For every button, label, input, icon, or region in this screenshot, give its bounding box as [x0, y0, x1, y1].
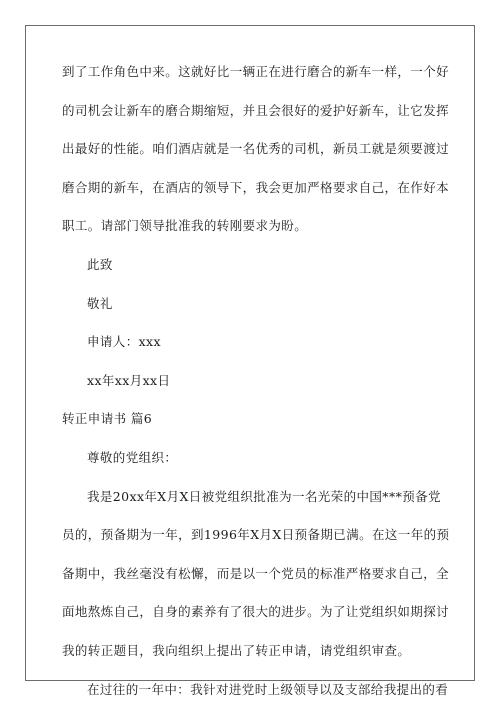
- paragraph: [62, 59, 454, 252]
- applicant-signature: 申请人：xxx: [87, 334, 161, 350]
- text-line: 到了工作角色中来。这就好比一辆正在进行磨合的新车一样，一个好: [62, 64, 450, 79]
- text-line: 的司机会让新车的磨合期缩短，并且会很好的爱护好新车，让它发挥: [62, 102, 450, 118]
- text-line: 出最好的性能。咱们酒店就是一名优秀的司机，新员工就是须要渡过: [62, 141, 450, 157]
- section-title: 转正申请书 篇6: [62, 411, 153, 427]
- text-line: 备期中，我丝毫没有松懈，而是以一个党员的标准严格要求自己，全: [62, 565, 450, 581]
- text-line: 职工。请部门领导批准我的转刚要求为盼。: [62, 218, 308, 234]
- letter-greeting: 尊敬的党组织：: [87, 449, 178, 465]
- text-line: 在过往的一年中：我针对进党时上级领导以及支部给我提出的看: [87, 681, 449, 697]
- closing-regards: 敬礼: [87, 295, 113, 311]
- signature-date: xx年xx月xx日: [87, 372, 171, 388]
- text-line: 我是20xx年X月X日被党组织批准为一名光荣的中国***预备党: [87, 488, 441, 504]
- paragraph: [62, 484, 454, 677]
- text-line: 我的转正题目，我向组织上提出了转正申请，请党组织审查。: [62, 642, 411, 658]
- text-line: 面地熬炼自己，自身的素养有了很大的进步。为了让党组织如期探讨: [62, 604, 450, 620]
- text-line: 磨合期的新车，在酒店的领导下，我会更加严格要求自己，在作好本: [62, 179, 450, 195]
- document-body: [62, 59, 454, 703]
- text-line: 员的，预备期为一年，到1996年X月X日预备期已满。在这一年的预: [62, 527, 450, 543]
- closing-salutation: 此致: [87, 256, 113, 272]
- paragraph: [62, 677, 454, 704]
